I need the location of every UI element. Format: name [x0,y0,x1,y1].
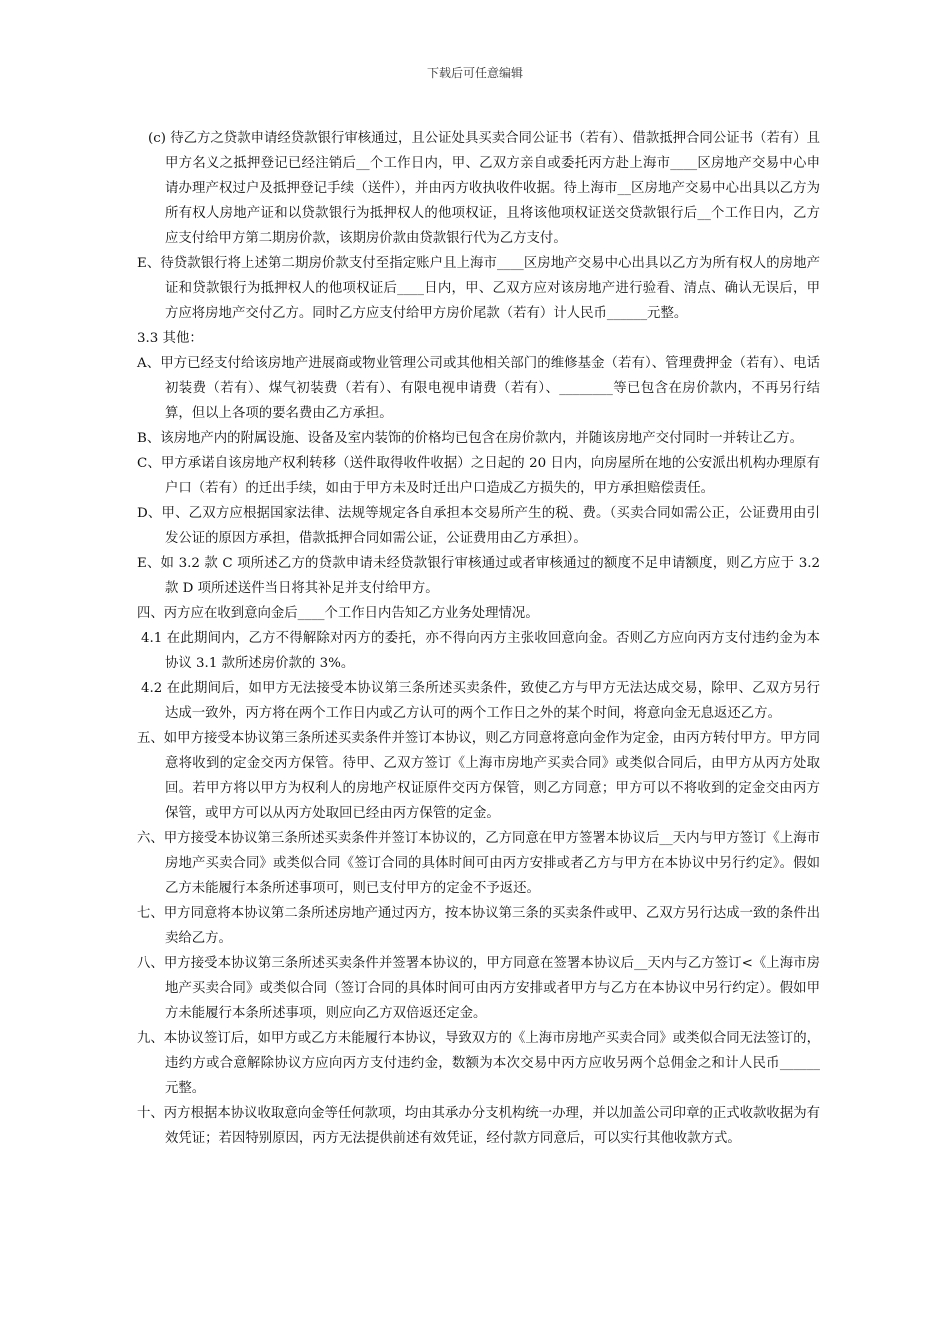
page-header: 下载后可任意编辑 [426,66,523,80]
clause-9: 九、本协议签订后，如甲方或乙方未能履行本协议，导致双方的《上海市房地产买卖合同》或类似合同无法签订的，违约方或合意解除协议方应向丙方支付违约金，数额为本次交易中丙方应收另两个总佣金之和计人民币______元整。 [137,1031,820,1096]
clause-6: 六、甲方接受本协议第三条所述买卖条件并签订本协议的，乙方同意在甲方签署本协议后__天内与甲方签订《上海市房地产买卖合同》或类似合同《签订合同的具体时间可由丙方安排或者乙方与甲方在本协议中另行约定》。假如乙方未能履行本条所述事项可，则已支付甲方的定金不予返还。 [137,831,820,896]
clause-4-2: 4.2 在此期间后，如甲方无法接受本协议第三条所述买卖条件，致使乙方与甲方无法达成交易，除甲、乙双方另行达成一致外，丙方将在两个工作日内或乙方认可的两个工作日之外的某个时间，将意向金无息返还乙方。 [141,681,820,721]
clause-3-2-c: (c) 待乙方之贷款申请经贷款银行审核通过，且公证处具买卖合同公证书（若有）、借款抵押合同公证书（若有）且甲方名义之抵押登记已经注销后__个工作日内，甲、乙双方亲自或委托丙方赴上海市____区房地产交易中心申请办理产权过户及抵押登记手续（送件），并由丙方收执收件收据。待上海市__区房地产交易中心出具以乙方为所有权人房地产证和以贷款银行为抵押权人的他项权证，且将该他项权证送交贷款银行后__个工作日内，乙方应支付给甲方第二期房价款，该期房价款由贷款银行代为乙方支付。 [148,131,820,246]
clause-7: 七、甲方同意将本协议第二条所述房地产通过丙方，按本协议第三条的买卖条件或甲、乙双方另行达成一致的条件出卖给乙方。 [137,906,820,946]
clause-3-3-a: A、甲方已经支付给该房地产进展商或物业管理公司或其他相关部门的维修基金（若有）、管理费押金（若有）、电话初装费（若有）、煤气初装费（若有）、有限电视申请费（若有）、________等已包含在房价款内，不再另行结算，但以上各项的要名费由乙方承担。 [137,356,820,421]
clause-3-3-b: B、该房地产内的附属设施、设备及室内装饰的价格均已包含在房价款内，并随该房地产交付同时一并转让乙方。 [137,431,803,446]
clause-3-2-e: E、待贷款银行将上述第二期房价款支付至指定账户且上海市____区房地产交易中心出具以乙方为所有权人的房地产证和贷款银行为抵押权人的他项权证后____日内，甲、乙双方应对该房地产进行验看、清点、确认无误后，甲方应将房地产交付乙方。同时乙方应支付给甲方房价尾款（若有）计人民币______元整。 [137,256,820,321]
clause-3-3-heading: 3.3 其他： [137,331,203,346]
clause-3-3-d: D、甲、乙双方应根据国家法律、法规等规定各自承担本交易所产生的税、费。（买卖合同如需公正，公证费用由引发公证的原因方承担，借款抵押合同如需公证，公证费用由乙方承担）。 [137,506,820,546]
clause-3-3-c: C、甲方承诺自该房地产权利转移（送件取得收件收据）之日起的 20 日内，向房屋所在地的公安派出机构办理原有户口（若有）的迁出手续，如由于甲方未及时迁出户口造成乙方损失的，甲方承担赔偿责任。 [137,456,820,496]
document-body [137,126,820,1151]
clause-4-1: 4.1 在此期间内，乙方不得解除对丙方的委托，亦不得向丙方主张收回意向金。否则乙方应向丙方支付违约金为本协议 3.1 款所述房价款的 3%。 [141,631,820,671]
clause-3-3-e: E、如 3.2 款 C 项所述乙方的贷款申请未经贷款银行审核通过或者审核通过的额度不足申请额度，则乙方应于 3.2 款 D 项所述送件当日将其补足并支付给甲方。 [137,556,820,596]
clause-10: 十、丙方根据本协议收取意向金等任何款项，均由其承办分支机构统一办理，并以加盖公司印章的正式收款收据为有效凭证；若因特别原因，丙方无法提供前述有效凭证，经付款方同意后，可以实行其他收款方式。 [137,1106,820,1146]
clause-4: 四、丙方应在收到意向金后____个工作日内告知乙方业务处理情况。 [137,606,539,621]
clause-8: 八、甲方接受本协议第三条所述买卖条件并签署本协议的，甲方同意在签署本协议后__天内与乙方签订<《上海市房地产买卖合同》或类似合同（签订合同的具体时间可由丙方安排或者甲方与乙方在本协议中另行约定）。假如甲方未能履行本条所述事项，则应向乙方双倍返还定金。 [137,956,820,1021]
clause-5: 五、如甲方接受本协议第三条所述买卖条件并签订本协议，则乙方同意将意向金作为定金，由丙方转付甲方。甲方同意将收到的定金交丙方保管。待甲、乙双方签订《上海市房地产买卖合同》或类似合同后，由甲方从丙方处取回。若甲方将以甲方为权利人的房地产权证原件交丙方保管，则乙方同意；甲方可以不将收到的定金交由丙方保管，或甲方可以从丙方处取回已经由丙方保管的定金。 [137,731,820,821]
